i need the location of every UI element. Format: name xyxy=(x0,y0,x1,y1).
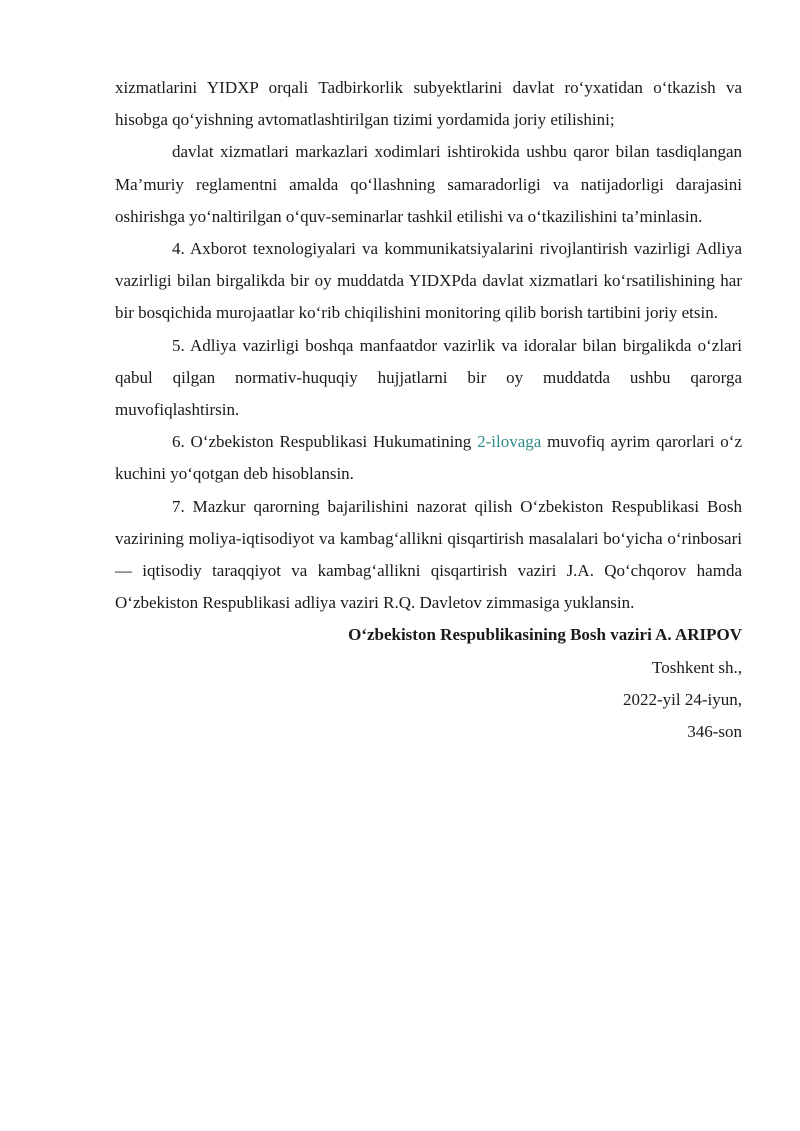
paragraph-item-7: 7. Mazkur qarorning bajarilishini nazorat qilish O‘zbekiston Respublikasi Bosh vazirining moliya-iqtisodiyot va kambag‘allikni qisqartirish masalalari bo‘yicha o‘rinbosari — iqtisodiy taraqqiyot va kambag‘allikni qisqartirish vaziri J.A. Qo‘chqorov hamda O‘zbekiston Respublikasi adliya vaziri R.Q. Davletov zimmasiga yuklansin. xyxy=(115,496,742,613)
signature-date: 2022-yil 24-iyun, xyxy=(623,689,742,709)
appendix-2-link[interactable]: 2-ilovaga xyxy=(477,432,542,452)
paragraph-item-6-before: 6. O‘zbekiston Respublikasi Hukumatining xyxy=(172,432,478,452)
signature-number: 346-son xyxy=(687,722,742,742)
signature-place: Toshkent sh., xyxy=(652,657,742,677)
paragraph-item-6 xyxy=(115,426,742,490)
paragraph-continuation: xizmatlarini YIDXP orqali Tadbirkorlik subyektlarini davlat ro‘yxatidan o‘tkazish va hisobga qo‘yishning avtomatlashtirilgan tizimi yordamida joriy etilishini; xyxy=(115,78,742,130)
paragraph-training-seminars: davlat xizmatlari markazlari xodimlari ishtirokida ushbu qaror bilan tasdiqlangan Ma’muriy reglamentni amalda qo‘llashning samaradorligi va natijadorligi darajasini oshirishga yo‘naltirilgan o‘quv-seminarlar tashkil etilishi va o‘tkazilishini ta’minlasin. xyxy=(115,142,742,226)
paragraph-item-5: 5. Adliya vazirligi boshqa manfaatdor vazirlik va idoralar bilan birgalikda o‘zlari qabul qilgan normativ-huquqiy hujjatlarni bir oy muddatda ushbu qarorga muvofiqlashtirsin. xyxy=(115,335,742,420)
paragraph-item-6-after: muvofiq ayrim qarorlari o‘z kuchini yo‘qotgan deb hisoblansin. xyxy=(115,432,742,484)
document-page xyxy=(115,72,742,748)
signature-title: O‘zbekiston Respublikasining Bosh vaziri A. ARIPOV xyxy=(348,625,742,645)
paragraph-item-4: 4. Axborot texnologiyalari va kommunikatsiyalarini rivojlantirish vazirligi Adliya vazirligi bilan birgalikda bir oy muddatda YIDXPda davlat xizmatlari ko‘rsatilishining har bir bosqichida murojaatlar ko‘rib chiqilishini monitoring qilib borish tartibini joriy etsin. xyxy=(115,239,742,323)
